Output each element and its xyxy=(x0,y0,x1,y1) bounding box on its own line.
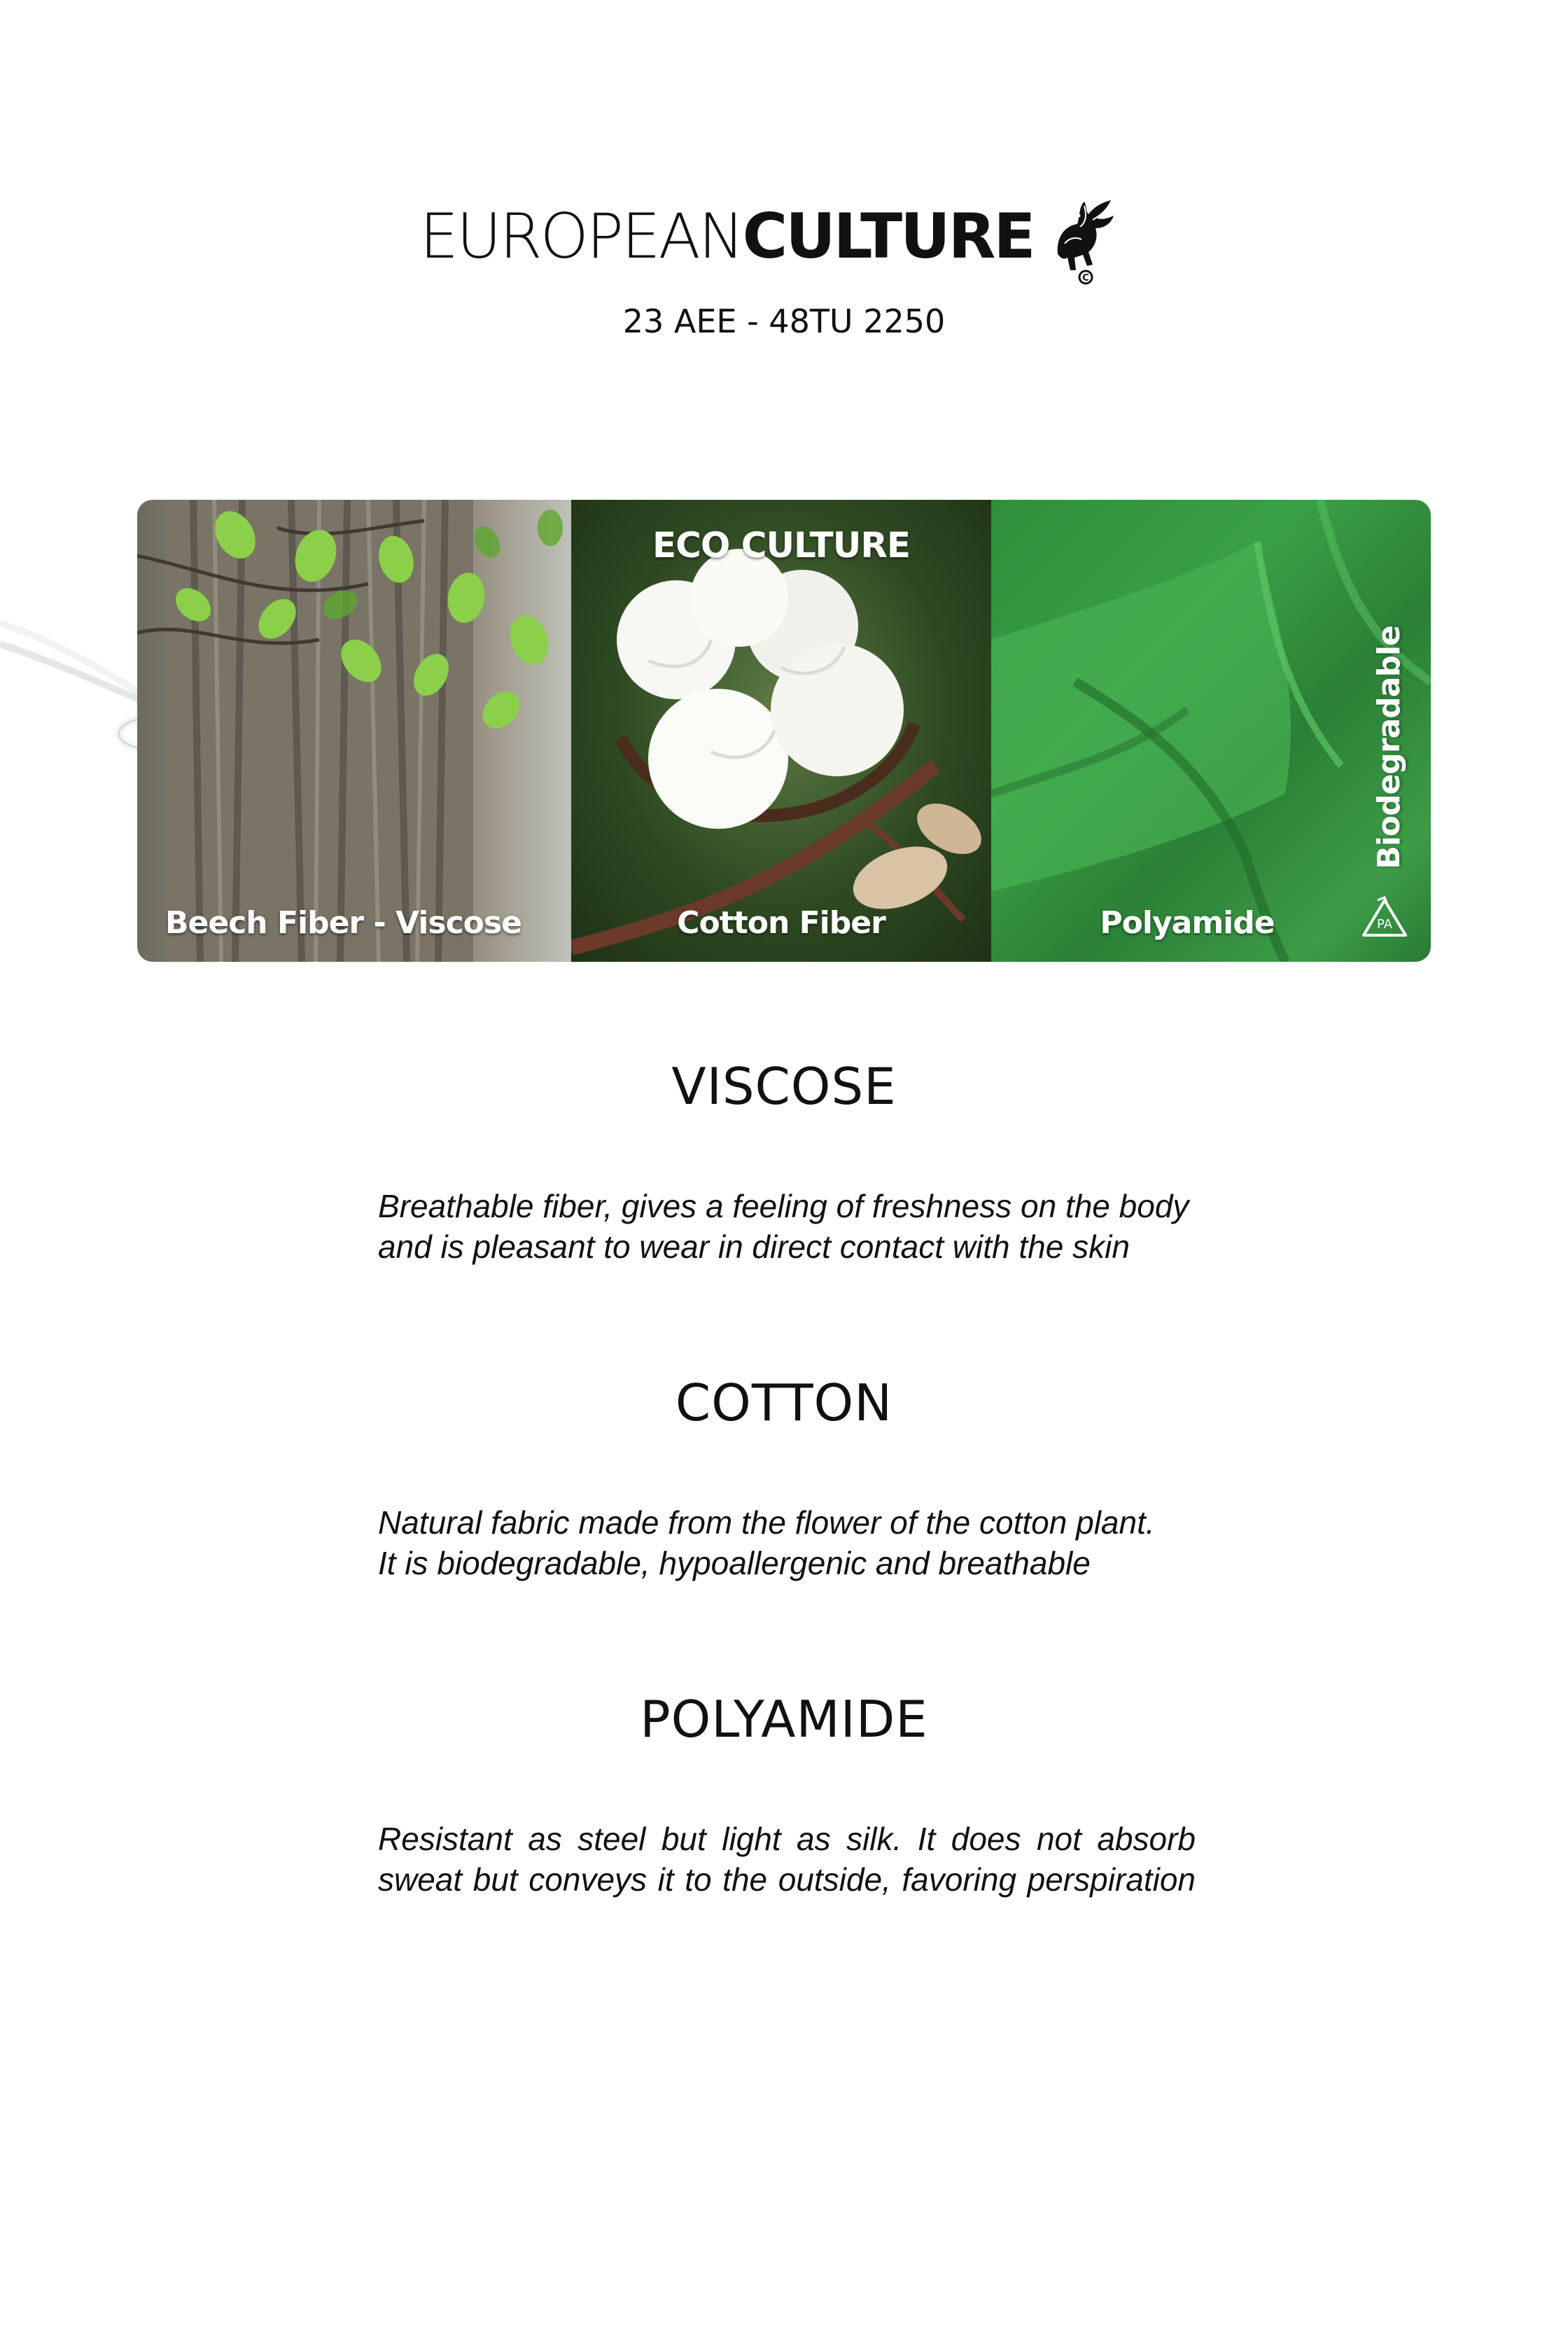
svg-text:C: C xyxy=(1082,273,1089,284)
brand-wordmark xyxy=(419,200,1034,272)
panel-label-beech: Beech Fiber - Viscose xyxy=(165,905,522,941)
panel-polyamide xyxy=(991,500,1431,962)
biodegradable-label: Biodegradable xyxy=(1371,626,1407,869)
section-desc-cotton xyxy=(378,1502,1196,1583)
brand-logo xyxy=(0,188,1568,286)
brand-name-light: EUROPEAN xyxy=(419,200,743,272)
brand-name-bold: CULTURE xyxy=(742,200,1034,272)
recycle-icon xyxy=(1359,896,1410,939)
tag-title: ECO CULTURE xyxy=(652,525,910,566)
section-desc-viscose xyxy=(378,1186,1196,1267)
section-title-cotton: COTTON xyxy=(675,1373,893,1432)
beech-tree-photo xyxy=(137,500,571,962)
desc-line: sweat but conveys it to the outside, favoring perspiration xyxy=(378,1861,1196,1898)
panel-cotton xyxy=(571,500,991,962)
desc-line: and is pleasant to wear in direct contact with the skin xyxy=(378,1228,1130,1265)
cotton-boll-photo xyxy=(571,500,991,962)
pegasus-emblem-icon xyxy=(1044,188,1121,286)
desc-line: Natural fabric made from the flower of the cotton plant. xyxy=(378,1504,1155,1541)
desc-line: Resistant as steel but light as silk. It does not absorb xyxy=(378,1821,1196,1857)
desc-line: It is biodegradable, hypoallergenic and breathable xyxy=(378,1545,1091,1581)
panel-label-cotton: Cotton Fiber xyxy=(677,905,886,941)
section-title-viscose: VISCOSE xyxy=(671,1057,897,1116)
recycle-code: PA xyxy=(1376,917,1393,932)
desc-line: Breathable fiber, gives a feeling of freshness on the body xyxy=(378,1188,1189,1224)
panel-label-polyamide: Polyamide xyxy=(1100,905,1275,941)
product-code: 23 AEE - 48TU 2250 xyxy=(622,302,946,340)
panel-beech-viscose xyxy=(137,500,571,962)
green-fabric-photo xyxy=(991,500,1431,962)
eco-culture-tag xyxy=(137,500,1431,962)
section-title-polyamide: POLYAMIDE xyxy=(640,1690,928,1749)
section-desc-polyamide xyxy=(378,1819,1196,1900)
